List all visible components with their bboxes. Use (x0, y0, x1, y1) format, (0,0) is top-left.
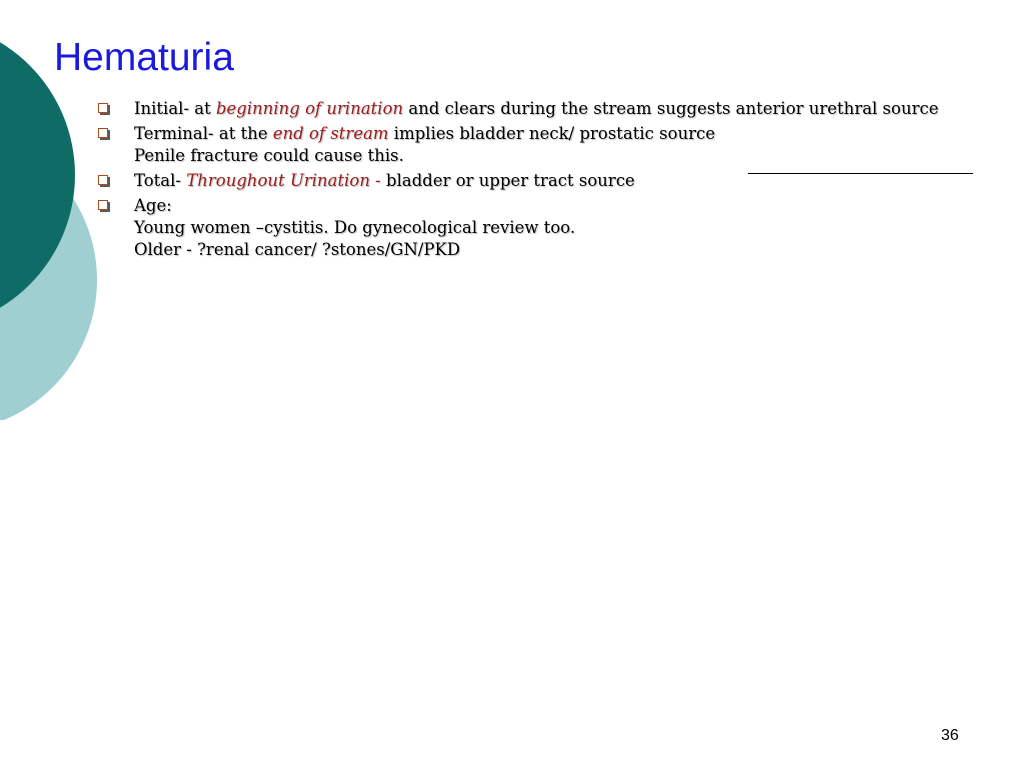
bullet-terminal (96, 123, 976, 167)
bullet-total-emphasis: Throughout Urination - (186, 171, 387, 190)
bullet-terminal-note: Penile fracture could cause this. (134, 146, 404, 165)
bullet-initial-prefix: Initial- at (134, 99, 216, 118)
hollow-square-bullet-icon (98, 103, 108, 113)
bullet-age (96, 195, 976, 261)
bullet-terminal-suffix: implies bladder neck/ prostatic source (388, 124, 716, 143)
bullet-initial (96, 98, 976, 120)
hollow-square-bullet-icon (98, 128, 108, 138)
bullet-age-older: Older - ?renal cancer/ ?stones/GN/PKD (134, 240, 461, 259)
bullet-list (96, 98, 976, 264)
bullet-total-suffix: bladder or upper tract source (386, 171, 635, 190)
bullet-initial-suffix: and clears during the stream suggests anterior urethral source (403, 99, 939, 118)
bullet-initial-emphasis: beginning of urination (215, 99, 404, 118)
bullet-terminal-emphasis: end of stream (272, 124, 389, 143)
bullet-age-heading: Age: (134, 196, 172, 215)
underline-rule (748, 173, 973, 174)
slide-title: Hematuria (54, 36, 234, 79)
page-number: 36 (941, 727, 959, 744)
hollow-square-bullet-icon (98, 175, 108, 185)
bullet-age-young: Young women –cystitis. Do gynecological review too. (134, 218, 576, 237)
bullet-total-prefix: Total- (134, 171, 187, 190)
hollow-square-bullet-icon (98, 200, 108, 210)
bullet-terminal-prefix: Terminal- at the (134, 124, 273, 143)
